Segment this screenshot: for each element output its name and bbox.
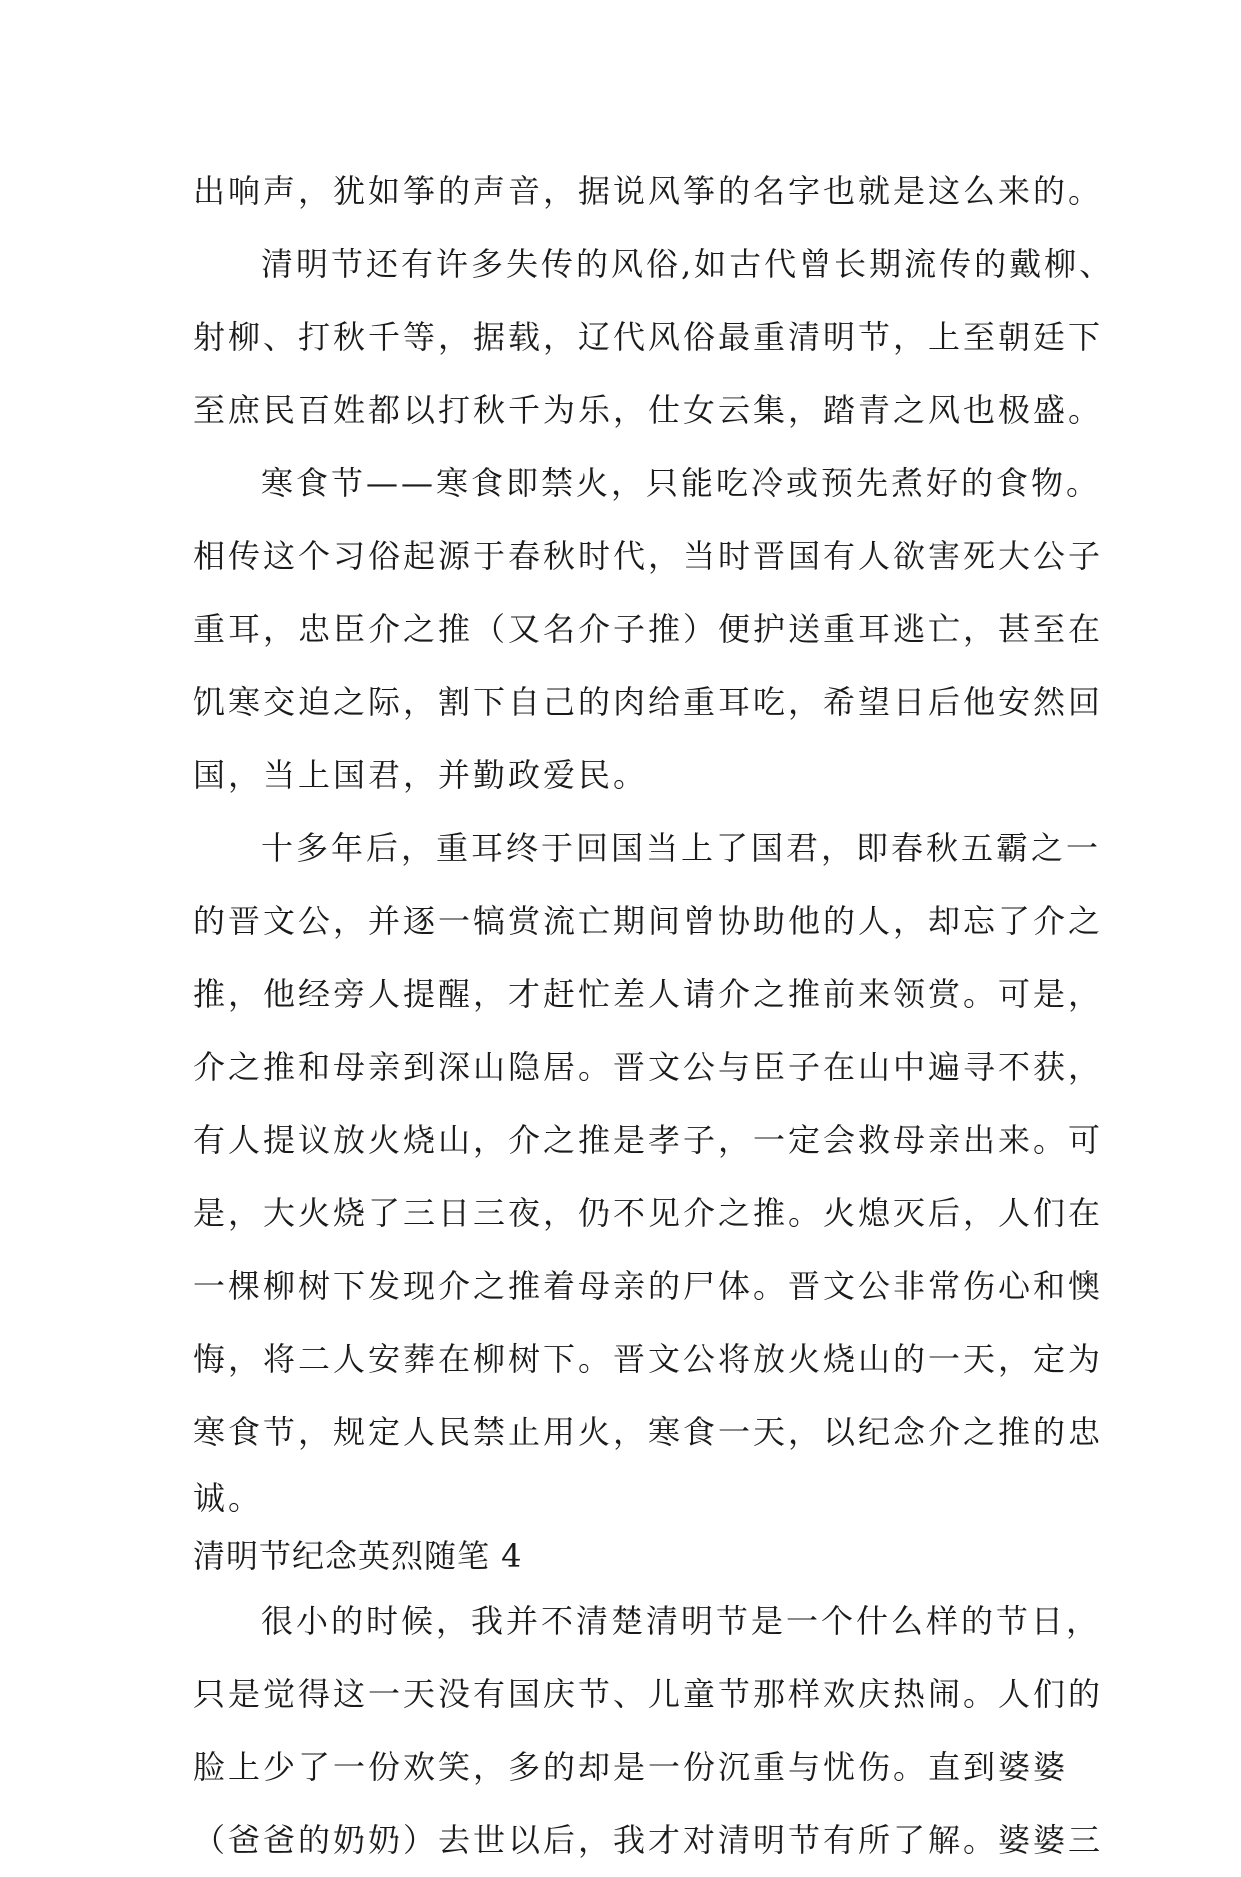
text-line: 重耳，忠臣介之推（又名介子推）便护送重耳逃亡，甚至在 — [193, 610, 1104, 648]
paragraph-start-line: 寒食节——寒食即禁火，只能吃冷或预先煮好的食物。 — [261, 464, 1102, 502]
paragraph-start-line: 很小的时候，我并不清楚清明节是一个什么样的节日， — [261, 1602, 1102, 1640]
text-line: 是，大火烧了三日三夜，仍不见介之推。火熄灭后，人们在 — [193, 1194, 1104, 1232]
paragraph-start-line: 清明节还有许多失传的风俗,如古代曾长期流传的戴柳、 — [261, 245, 1115, 283]
text-line: 脸上少了一份欢笑，多的却是一份沉重与忧伤。直到婆婆 — [193, 1748, 1069, 1786]
text-line: 推，他经旁人提醒，才赶忙差人请介之推前来领赏。可是， — [193, 975, 1104, 1013]
document-body — [193, 155, 1115, 1877]
paragraph-start-line: 十多年后，重耳终于回国当上了国君，即春秋五霸之一 — [261, 829, 1102, 867]
text-line: 有人提议放火烧山，介之推是孝子，一定会救母亲出来。可 — [193, 1121, 1104, 1159]
text-line: 介之推和母亲到深山隐居。晋文公与臣子在山中遍寻不获， — [193, 1048, 1104, 1086]
text-line: 悔，将二人安葬在柳树下。晋文公将放火烧山的一天，定为 — [193, 1340, 1104, 1378]
text-line: 只是觉得这一天没有国庆节、儿童节那样欢庆热闹。人们的 — [193, 1675, 1104, 1713]
text-line: 的晋文公，并逐一犒赏流亡期间曾协助他的人，却忘了介之 — [193, 902, 1104, 940]
section-heading: 清明节纪念英烈随笔 4 — [193, 1537, 523, 1575]
text-line: 国，当上国君，并勤政爱民。 — [193, 756, 649, 794]
text-line: 相传这个习俗起源于春秋时代，当时晋国有人欲害死大公子 — [193, 537, 1104, 575]
text-line: 一棵柳树下发现介之推着母亲的尸体。晋文公非常伤心和懊 — [193, 1267, 1104, 1305]
text-line: 出响声，犹如筝的声音，据说风筝的名字也就是这么来的。 — [193, 172, 1104, 210]
text-line: （爸爸的奶奶）去世以后，我才对清明节有所了解。婆婆三 — [193, 1821, 1104, 1859]
text-line: 寒食节，规定人民禁止用火，寒食一天，以纪念介之推的忠 — [193, 1413, 1104, 1451]
text-line: 射柳、打秋千等，据载，辽代风俗最重清明节，上至朝廷下 — [193, 318, 1104, 356]
text-line: 至庶民百姓都以打秋千为乐，仕女云集，踏青之风也极盛。 — [193, 391, 1104, 429]
text-line: 饥寒交迫之际，割下自己的肉给重耳吃，希望日后他安然回 — [193, 683, 1104, 721]
text-line: 诚。 — [193, 1479, 264, 1517]
